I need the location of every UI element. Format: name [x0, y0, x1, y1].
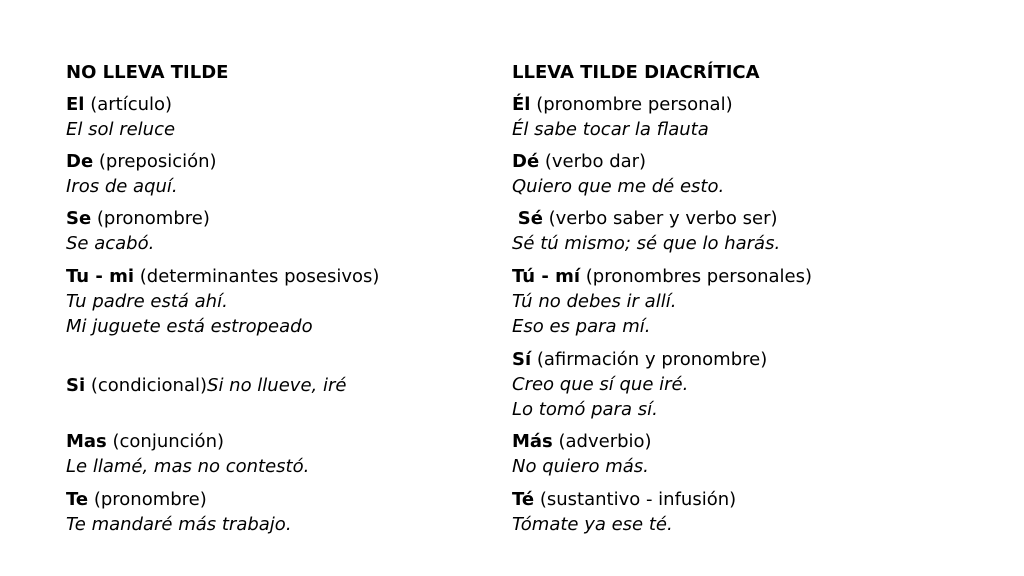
- entry-description: (pronombre): [91, 208, 210, 229]
- entry-example: Te mandaré más trabajo.: [66, 514, 292, 535]
- entry-description: (preposición): [93, 151, 217, 172]
- entry-example: No quiero más.: [512, 456, 649, 477]
- entry-description: (adverbio): [552, 431, 652, 452]
- tilde-diacritica-heading: LLEVA TILDE DIACRÍTICA: [512, 62, 760, 83]
- entry-word: Se: [66, 208, 92, 229]
- entry-tu-mi: [66, 264, 379, 339]
- entry-example: Lo tomó para sí.: [512, 399, 658, 420]
- entry-si-tilde: [512, 347, 767, 422]
- entry-example: Él sabe tocar la flauta: [512, 119, 709, 140]
- entry-se-tilde: [512, 206, 780, 256]
- entry-mas-tilde: [512, 429, 652, 479]
- entry-description: (verbo saber y verbo ser): [542, 208, 778, 229]
- entry-description: (sustantivo - infusión): [534, 489, 737, 510]
- entry-description: (verbo dar): [539, 151, 647, 172]
- entry-example: Tú no debes ir allí.: [512, 291, 677, 312]
- entry-word: Te: [66, 489, 89, 510]
- no-tilde-heading: NO LLEVA TILDE: [66, 62, 229, 83]
- entry-word: Si: [66, 375, 86, 396]
- entry-example: Creo que sí que iré.: [512, 374, 689, 395]
- entry-word: Más: [512, 431, 553, 452]
- entry-example: Eso es para mí.: [512, 316, 651, 337]
- entry-example: Iros de aquí.: [66, 176, 178, 197]
- entry-description: (conjunción): [106, 431, 225, 452]
- entry-word: El: [66, 94, 85, 115]
- entry-tu-mi-tilde: [512, 264, 812, 339]
- entry-word: Sí: [512, 349, 532, 370]
- entry-description: (condicional): [85, 375, 208, 396]
- entry-description: (pronombres personales): [580, 266, 812, 287]
- entry-word: Tú - mí: [512, 266, 581, 287]
- entry-description: (pronombre personal): [530, 94, 733, 115]
- entry-description: (afirmación y pronombre): [531, 349, 768, 370]
- entry-si: [66, 373, 346, 398]
- entry-example: Si no llueve, iré: [207, 375, 347, 396]
- no-tilde-column: [66, 60, 506, 535]
- entry-word: De: [66, 151, 94, 172]
- entry-word: Él: [512, 94, 531, 115]
- entry-el: [66, 92, 175, 142]
- entry-word: Dé: [512, 151, 540, 172]
- entry-de: [66, 149, 217, 199]
- entry-mas: [66, 429, 309, 479]
- entry-example: Quiero que me dé esto.: [512, 176, 725, 197]
- entry-word: Sé: [517, 208, 543, 229]
- entry-description: (pronombre): [88, 489, 207, 510]
- entry-example: El sol reluce: [66, 119, 176, 140]
- entry-el-tilde: [512, 92, 733, 142]
- entry-example: Sé tú mismo; sé que lo harás.: [512, 233, 781, 254]
- entry-de-tilde: [512, 149, 724, 199]
- entry-example: Tómate ya ese té.: [512, 514, 673, 535]
- entry-example: Tu padre está ahí.: [66, 291, 228, 312]
- tilde-diacritica-column: [512, 60, 952, 535]
- entry-te: [66, 487, 292, 537]
- entry-te-tilde: [512, 487, 736, 537]
- entry-example: Le llamé, mas no contestó.: [66, 456, 310, 477]
- entry-example: Se acabó.: [66, 233, 155, 254]
- entry-example: Mi juguete está estropeado: [66, 316, 313, 337]
- entry-word: Té: [512, 489, 535, 510]
- entry-word: Mas: [66, 431, 107, 452]
- entry-se: [66, 206, 210, 256]
- entry-word: Tu - mi: [66, 266, 135, 287]
- entry-description: (artículo): [84, 94, 173, 115]
- entry-description: (determinantes posesivos): [134, 266, 380, 287]
